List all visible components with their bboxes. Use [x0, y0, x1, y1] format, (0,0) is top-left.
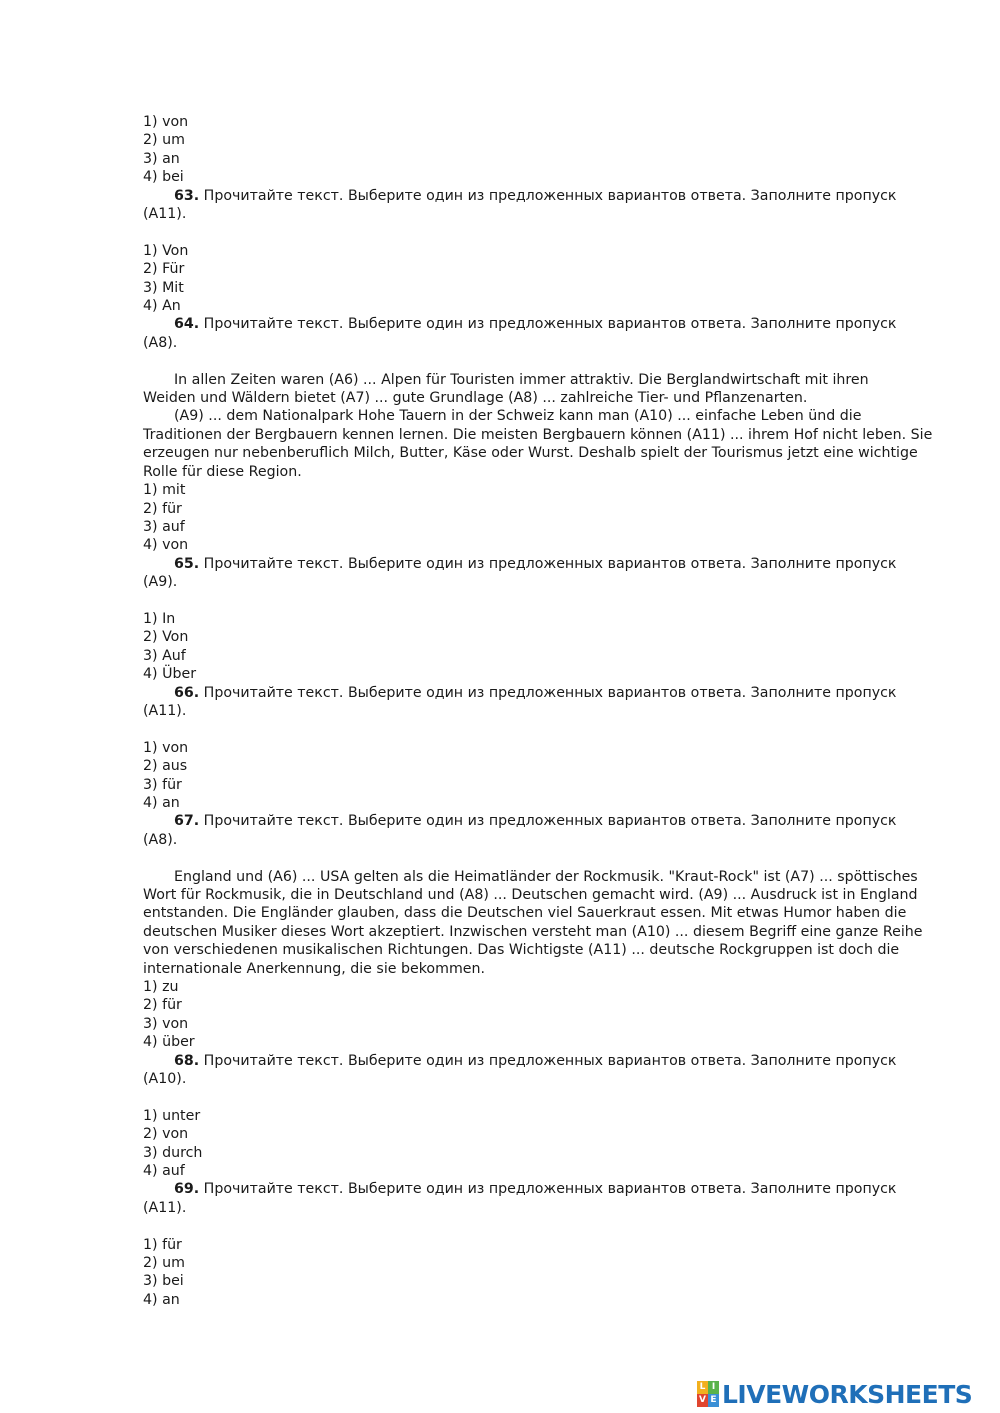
question-63 — [143, 187, 933, 316]
option[interactable]: 3) an — [143, 150, 180, 167]
question-prompt: 65. Прочитайте текст. Выберите один из предложенных вариантов ответа. Заполните пропуск — [174, 555, 897, 572]
logo-mark-letter: V — [697, 1394, 708, 1407]
option[interactable]: 3) bei — [143, 1273, 184, 1290]
question-number: 68. — [174, 1052, 200, 1069]
question-number: 63. — [174, 187, 200, 204]
option[interactable]: 4) bei — [143, 169, 184, 186]
option[interactable]: 3) für — [143, 776, 182, 793]
option[interactable]: 3) von — [143, 1015, 189, 1032]
option[interactable]: 1) In — [143, 610, 176, 627]
question-number: 69. — [174, 1181, 200, 1198]
option[interactable]: 4) über — [143, 1034, 195, 1051]
option[interactable]: 1) von — [143, 114, 189, 130]
question-number: 67. — [174, 813, 200, 830]
option[interactable]: 3) auf — [143, 518, 185, 535]
question-prompt: 69. Прочитайте текст. Выберите один из предложенных вариантов ответа. Заполните пропуск — [174, 1181, 897, 1198]
option[interactable]: 4) an — [143, 794, 180, 811]
reading-text-paragraph: (A9) ... dem Nationalpark Hohe Tauern in der Schweiz kann man (A10) ... einfache Leben ünd die Traditionen der Bergbauern kennen lernen. Die meisten Bergbauern können (A11) ... ihrem Hof nicht leben. Sie erzeugen nur nebenberuflich Milch, Butter, Käse oder Wurst. Deshalb spielt der Tourismus jetzt eine wichtige Rolle für diese Region. — [143, 408, 933, 480]
option[interactable]: 4) auf — [143, 1163, 185, 1180]
question-prompt: 68. Прочитайте текст. Выберите один из предложенных вариантов ответа. Заполните пропуск — [174, 1052, 897, 1069]
option[interactable]: 2) aus — [143, 758, 188, 775]
question-prompt: 67. Прочитайте текст. Выберите один из предложенных вариантов ответа. Заполните пропуск — [174, 813, 897, 830]
logo-text: LIVEWORKSHEETS — [722, 1379, 973, 1409]
option[interactable]: 1) von — [143, 739, 189, 756]
option[interactable]: 2) von — [143, 1126, 189, 1143]
logo-mark-letter: E — [708, 1394, 719, 1407]
option[interactable]: 3) Auf — [143, 647, 186, 664]
option[interactable]: 4) An — [143, 298, 181, 315]
liveworksheets-mark-icon — [697, 1381, 719, 1407]
question-66 — [143, 684, 933, 813]
question-number: 64. — [174, 316, 200, 333]
question-prompt: 64. Прочитайте текст. Выберите один из предложенных вариантов ответа. Заполните пропуск — [174, 316, 897, 333]
question-68 — [143, 1052, 933, 1181]
question-gap-label: (A11). — [143, 206, 187, 223]
question-gap-label: (A8). — [143, 334, 178, 351]
logo-mark-letter: I — [708, 1381, 719, 1394]
reading-text-paragraph: In allen Zeiten waren (A6) ... Alpen für Touristen immer attraktiv. Die Berglandwirtschaft mit ihren Weiden und Wäldern bietet (A7) ... gute Grundlage (A8) ... zahlreiche Tier- und Pflanzenarten. — [143, 371, 869, 407]
option[interactable]: 1) zu — [143, 979, 179, 996]
question-gap-label: (A11). — [143, 1199, 187, 1216]
option[interactable]: 3) Mit — [143, 279, 184, 296]
question-gap-label: (A11). — [143, 702, 187, 719]
option[interactable]: 1) mit — [143, 482, 186, 499]
option[interactable]: 1) für — [143, 1236, 182, 1253]
question-65 — [143, 555, 933, 684]
question-prompt: 66. Прочитайте текст. Выберите один из предложенных вариантов ответа. Заполните пропуск — [174, 684, 897, 701]
option[interactable]: 2) für — [143, 997, 182, 1014]
option[interactable]: 4) Über — [143, 666, 197, 683]
option[interactable]: 2) um — [143, 1255, 185, 1272]
option[interactable]: 2) Für — [143, 261, 185, 278]
logo-mark-letter: L — [697, 1381, 708, 1394]
option[interactable]: 2) Von — [143, 629, 189, 646]
question-gap-label: (A10). — [143, 1071, 187, 1088]
option[interactable]: 1) Von — [143, 242, 189, 259]
question-64 — [143, 315, 933, 554]
question-67 — [143, 812, 933, 1051]
question-gap-label: (A9). — [143, 574, 178, 591]
liveworksheets-logo[interactable] — [697, 1378, 972, 1410]
options-list — [143, 113, 933, 187]
question-gap-label: (A8). — [143, 831, 178, 848]
option[interactable]: 4) von — [143, 537, 189, 554]
question-number: 65. — [174, 555, 200, 572]
option[interactable]: 4) an — [143, 1291, 180, 1308]
option[interactable]: 3) durch — [143, 1144, 203, 1161]
question-prompt: 63. Прочитайте текст. Выберите один из предложенных вариантов ответа. Заполните пропуск — [174, 187, 897, 204]
question-69 — [143, 1180, 933, 1309]
option[interactable]: 2) um — [143, 132, 185, 149]
worksheet-content — [143, 113, 933, 1309]
reading-text-paragraph: England und (A6) ... USA gelten als die Heimatländer der Rockmusik. "Kraut-Rock" ist (A7) ... spöttisches Wort für Rockmusik, die in Deutschland und (A8) ... Deutschen gemacht wird. (A9) ... Ausdruck ist in England entstanden. Die Engländer glauben, dass die Deutschen viel Sauerkraut essen. Mit etwas Humor haben die deutschen Musiker dieses Wort akzeptiert. Inzwischen versteht man (A10) ... diesem Begriff eine ganze Reihe von verschiedenen musikalischen Richtungen. Das Wichtigste (A11) ... deutsche Rockgruppen ist doch die internationale Anerkennung, die sie bekommen. — [143, 868, 923, 977]
option[interactable]: 1) unter — [143, 1107, 201, 1124]
option[interactable]: 2) für — [143, 500, 182, 517]
question-number: 66. — [174, 684, 200, 701]
